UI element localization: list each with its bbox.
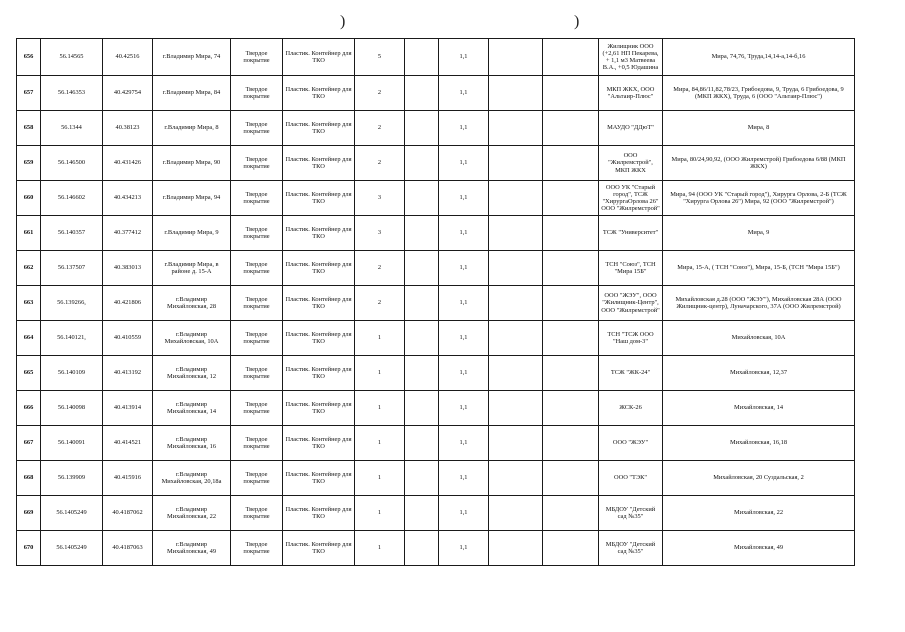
container-count-cell: 2: [355, 76, 405, 111]
address-cell: г.Владимир Михайловская, 49: [153, 531, 231, 566]
organization-cell: Жилищник ООО (+2,61 НП Пекарева, + 1,1 м3 Матвеева В.А., +0,5 Юдашина: [599, 39, 663, 76]
served-objects-cell: Михайловская, 12,37: [663, 356, 855, 391]
blank-cell: [405, 39, 439, 76]
latitude-cell: 56.140357: [41, 216, 103, 251]
blank-cell: [489, 216, 543, 251]
container-volume-cell: 1,1: [439, 286, 489, 321]
address-cell: г.Владимир Михайловская, 10А: [153, 321, 231, 356]
table-row: [17, 531, 855, 566]
header-mark-left: ): [340, 13, 346, 30]
row-number-cell: 666: [17, 391, 41, 426]
blank-cell: [489, 426, 543, 461]
table-row: [17, 39, 855, 76]
table-row: [17, 216, 855, 251]
table-row: [17, 321, 855, 356]
served-objects-cell: Мира, 94 (ООО УК "Старый город"), Хирурга Орлова, 2-Б (ТСЖ "Хирурга Орлова 26") Мира, 92 (ООО "Жилремстрой"): [663, 181, 855, 216]
longitude-cell: 40.413192: [103, 356, 153, 391]
blank-cell: [405, 391, 439, 426]
longitude-cell: 40.434213: [103, 181, 153, 216]
table-row: [17, 181, 855, 216]
blank-cell: [405, 76, 439, 111]
row-number-cell: 659: [17, 146, 41, 181]
registry-table: [16, 38, 855, 566]
longitude-cell: 40.431426: [103, 146, 153, 181]
served-objects-cell: Мира, 9: [663, 216, 855, 251]
blank-cell: [489, 39, 543, 76]
blank-cell: [543, 111, 599, 146]
served-objects-cell: Михайловская, 10А: [663, 321, 855, 356]
blank-cell: [543, 531, 599, 566]
longitude-cell: 40.415916: [103, 461, 153, 496]
container-count-cell: 3: [355, 216, 405, 251]
row-number-cell: 668: [17, 461, 41, 496]
blank-cell: [489, 111, 543, 146]
served-objects-cell: Мира, 84,86/11,82,78/23, Грибоедова, 9, Труда, 6 Грибоедова, 9 (МКП ЖКХ), Труда, 6 (ООО "Альтаир-Плюс"): [663, 76, 855, 111]
container-type-cell: Пластик. Контейнер для ТКО: [283, 146, 355, 181]
container-type-cell: Пластик. Контейнер для ТКО: [283, 251, 355, 286]
organization-cell: ООО "ЖЭУ": [599, 426, 663, 461]
blank-cell: [543, 181, 599, 216]
container-volume-cell: 1,1: [439, 251, 489, 286]
blank-cell: [543, 356, 599, 391]
blank-cell: [543, 391, 599, 426]
organization-cell: ООО "ЖЭУ", ООО "Жилищник-Центр", ООО "Жилремстрой": [599, 286, 663, 321]
blank-cell: [489, 286, 543, 321]
container-type-cell: Пластик. Контейнер для ТКО: [283, 461, 355, 496]
latitude-cell: 56.140109: [41, 356, 103, 391]
served-objects-cell: Мира, 8: [663, 111, 855, 146]
surface-cell: Твердое покрытие: [231, 286, 283, 321]
blank-cell: [405, 426, 439, 461]
blank-cell: [489, 496, 543, 531]
table-row: [17, 461, 855, 496]
blank-cell: [405, 286, 439, 321]
served-objects-cell: Михайловская, 49: [663, 531, 855, 566]
container-volume-cell: 1,1: [439, 531, 489, 566]
organization-cell: МАУДО "ДДюТ": [599, 111, 663, 146]
container-type-cell: Пластик. Контейнер для ТКО: [283, 286, 355, 321]
address-cell: г.Владимир Мира, 90: [153, 146, 231, 181]
latitude-cell: 56.146602: [41, 181, 103, 216]
blank-cell: [489, 461, 543, 496]
table-row: [17, 76, 855, 111]
container-type-cell: Пластик. Контейнер для ТКО: [283, 39, 355, 76]
organization-cell: ООО УК "Старый город", ТСЖ "ХирургаОрлова 26" ООО "Жилремстрой": [599, 181, 663, 216]
blank-cell: [489, 146, 543, 181]
latitude-cell: 56.146500: [41, 146, 103, 181]
blank-cell: [543, 76, 599, 111]
surface-cell: Твердое покрытие: [231, 321, 283, 356]
container-count-cell: 2: [355, 251, 405, 286]
blank-cell: [489, 181, 543, 216]
container-count-cell: 1: [355, 531, 405, 566]
latitude-cell: 56.1405249: [41, 531, 103, 566]
blank-cell: [543, 39, 599, 76]
blank-cell: [543, 426, 599, 461]
served-objects-cell: Михайловская, 20 Суздальская, 2: [663, 461, 855, 496]
latitude-cell: 56.137507: [41, 251, 103, 286]
address-cell: г.Владимир Мира, в районе д. 15-А: [153, 251, 231, 286]
surface-cell: Твердое покрытие: [231, 181, 283, 216]
longitude-cell: 40.377412: [103, 216, 153, 251]
blank-cell: [405, 146, 439, 181]
surface-cell: Твердое покрытие: [231, 39, 283, 76]
table-row: [17, 111, 855, 146]
row-number-cell: 667: [17, 426, 41, 461]
table-row: [17, 356, 855, 391]
container-type-cell: Пластик. Контейнер для ТКО: [283, 321, 355, 356]
row-number-cell: 670: [17, 531, 41, 566]
surface-cell: Твердое покрытие: [231, 356, 283, 391]
row-number-cell: 662: [17, 251, 41, 286]
surface-cell: Твердое покрытие: [231, 111, 283, 146]
row-number-cell: 669: [17, 496, 41, 531]
row-number-cell: 657: [17, 76, 41, 111]
container-count-cell: 1: [355, 426, 405, 461]
surface-cell: Твердое покрытие: [231, 76, 283, 111]
blank-cell: [405, 216, 439, 251]
longitude-cell: 40.410559: [103, 321, 153, 356]
address-cell: г.Владимир Мира, 94: [153, 181, 231, 216]
longitude-cell: 40.413914: [103, 391, 153, 426]
organization-cell: ООО "ТЭК": [599, 461, 663, 496]
address-cell: г.Владимир Михайловская, 28: [153, 286, 231, 321]
organization-cell: ТСН "Союз", ТСН "Мира 15Б": [599, 251, 663, 286]
container-count-cell: 1: [355, 391, 405, 426]
latitude-cell: 56.1344: [41, 111, 103, 146]
organization-cell: МКП ЖКХ, ООО "Альтаир-Плюс": [599, 76, 663, 111]
container-count-cell: 1: [355, 461, 405, 496]
container-count-cell: 1: [355, 321, 405, 356]
longitude-cell: 40.414521: [103, 426, 153, 461]
row-number-cell: 661: [17, 216, 41, 251]
latitude-cell: 56.1405249: [41, 496, 103, 531]
blank-cell: [489, 391, 543, 426]
address-cell: г.Владимир Михайловская, 12: [153, 356, 231, 391]
surface-cell: Твердое покрытие: [231, 531, 283, 566]
organization-cell: ТСН "ТСЖ ООО "Наш дом-3": [599, 321, 663, 356]
container-type-cell: Пластик. Контейнер для ТКО: [283, 426, 355, 461]
table-row: [17, 496, 855, 531]
latitude-cell: 56.140121,: [41, 321, 103, 356]
longitude-cell: 40.42516: [103, 39, 153, 76]
served-objects-cell: Мира, 80/24,90,92, (ООО Жилремстрой) Грибоедова 6/88 (МКП ЖКХ): [663, 146, 855, 181]
row-number-cell: 660: [17, 181, 41, 216]
container-count-cell: 2: [355, 146, 405, 181]
blank-cell: [489, 356, 543, 391]
blank-cell: [543, 461, 599, 496]
blank-cell: [405, 356, 439, 391]
served-objects-cell: Михайловская, 22: [663, 496, 855, 531]
organization-cell: МБДОУ "Детский сад №35": [599, 531, 663, 566]
latitude-cell: 56.139266,: [41, 286, 103, 321]
surface-cell: Твердое покрытие: [231, 216, 283, 251]
container-count-cell: 2: [355, 111, 405, 146]
container-volume-cell: 1,1: [439, 496, 489, 531]
blank-cell: [489, 531, 543, 566]
blank-cell: [543, 251, 599, 286]
row-number-cell: 658: [17, 111, 41, 146]
blank-cell: [405, 531, 439, 566]
table-row: [17, 146, 855, 181]
latitude-cell: 56.14565: [41, 39, 103, 76]
longitude-cell: 40.4187063: [103, 531, 153, 566]
blank-cell: [489, 76, 543, 111]
blank-cell: [405, 321, 439, 356]
container-type-cell: Пластик. Контейнер для ТКО: [283, 76, 355, 111]
address-cell: г.Владимир Мира, 9: [153, 216, 231, 251]
container-volume-cell: 1,1: [439, 146, 489, 181]
container-volume-cell: 1,1: [439, 111, 489, 146]
blank-cell: [543, 146, 599, 181]
surface-cell: Твердое покрытие: [231, 496, 283, 531]
organization-cell: ТСЖ "Университет": [599, 216, 663, 251]
address-cell: г.Владимир Михайловская, 16: [153, 426, 231, 461]
blank-cell: [405, 111, 439, 146]
latitude-cell: 56.140098: [41, 391, 103, 426]
container-type-cell: Пластик. Контейнер для ТКО: [283, 531, 355, 566]
container-type-cell: Пластик. Контейнер для ТКО: [283, 111, 355, 146]
surface-cell: Твердое покрытие: [231, 426, 283, 461]
container-volume-cell: 1,1: [439, 391, 489, 426]
organization-cell: ТСЖ "ЖК-24": [599, 356, 663, 391]
container-volume-cell: 1,1: [439, 39, 489, 76]
blank-cell: [543, 286, 599, 321]
table-row: [17, 391, 855, 426]
container-type-cell: Пластик. Контейнер для ТКО: [283, 391, 355, 426]
organization-cell: МБДОУ "Детский сад №35": [599, 496, 663, 531]
blank-cell: [405, 461, 439, 496]
container-volume-cell: 1,1: [439, 461, 489, 496]
served-objects-cell: Михайловская, 14: [663, 391, 855, 426]
longitude-cell: 40.38123: [103, 111, 153, 146]
served-objects-cell: Михайловская д.28 (ООО "ЖЭУ"), Михайловская 28А (ООО Жилищник-центр), Луначарского, 37А (ООО Жилремстрой): [663, 286, 855, 321]
container-volume-cell: 1,1: [439, 76, 489, 111]
table-row: [17, 426, 855, 461]
container-count-cell: 2: [355, 286, 405, 321]
container-count-cell: 5: [355, 39, 405, 76]
address-cell: г.Владимир Мира, 84: [153, 76, 231, 111]
row-number-cell: 656: [17, 39, 41, 76]
container-type-cell: Пластик. Контейнер для ТКО: [283, 356, 355, 391]
row-number-cell: 663: [17, 286, 41, 321]
address-cell: г.Владимир Мира, 74: [153, 39, 231, 76]
blank-cell: [543, 496, 599, 531]
longitude-cell: 40.383013: [103, 251, 153, 286]
blank-cell: [489, 321, 543, 356]
surface-cell: Твердое покрытие: [231, 146, 283, 181]
served-objects-cell: Михайловская, 16,18: [663, 426, 855, 461]
longitude-cell: 40.4187062: [103, 496, 153, 531]
header-mark-right: ): [574, 13, 580, 30]
container-count-cell: 1: [355, 356, 405, 391]
table-row: [17, 251, 855, 286]
address-cell: г.Владимир Михайловская, 20,18а: [153, 461, 231, 496]
container-volume-cell: 1,1: [439, 356, 489, 391]
container-volume-cell: 1,1: [439, 426, 489, 461]
address-cell: г.Владимир Михайловская, 22: [153, 496, 231, 531]
surface-cell: Твердое покрытие: [231, 461, 283, 496]
organization-cell: ЖСК-26: [599, 391, 663, 426]
longitude-cell: 40.429754: [103, 76, 153, 111]
container-type-cell: Пластик. Контейнер для ТКО: [283, 216, 355, 251]
container-type-cell: Пластик. Контейнер для ТКО: [283, 496, 355, 531]
blank-cell: [543, 216, 599, 251]
container-count-cell: 1: [355, 496, 405, 531]
blank-cell: [489, 251, 543, 286]
container-volume-cell: 1,1: [439, 321, 489, 356]
blank-cell: [543, 321, 599, 356]
row-number-cell: 665: [17, 356, 41, 391]
address-cell: г.Владимир Мира, 8: [153, 111, 231, 146]
blank-cell: [405, 181, 439, 216]
row-number-cell: 664: [17, 321, 41, 356]
longitude-cell: 40.421806: [103, 286, 153, 321]
latitude-cell: 56.146353: [41, 76, 103, 111]
table-row: [17, 286, 855, 321]
container-volume-cell: 1,1: [439, 181, 489, 216]
organization-cell: ООО "Жилремстрой", МКП ЖКХ: [599, 146, 663, 181]
surface-cell: Твердое покрытие: [231, 391, 283, 426]
container-volume-cell: 1,1: [439, 216, 489, 251]
container-count-cell: 3: [355, 181, 405, 216]
container-type-cell: Пластик. Контейнер для ТКО: [283, 181, 355, 216]
blank-cell: [405, 251, 439, 286]
served-objects-cell: Мира, 74,76, Труда,14,14-а,14-б,16: [663, 39, 855, 76]
served-objects-cell: Мира, 15-А, ( ТСН "Союз"), Мира, 15-Б, (ТСН "Мира 15Б"): [663, 251, 855, 286]
latitude-cell: 56.139909: [41, 461, 103, 496]
surface-cell: Твердое покрытие: [231, 251, 283, 286]
blank-cell: [405, 496, 439, 531]
latitude-cell: 56.140091: [41, 426, 103, 461]
address-cell: г.Владимир Михайловская, 14: [153, 391, 231, 426]
